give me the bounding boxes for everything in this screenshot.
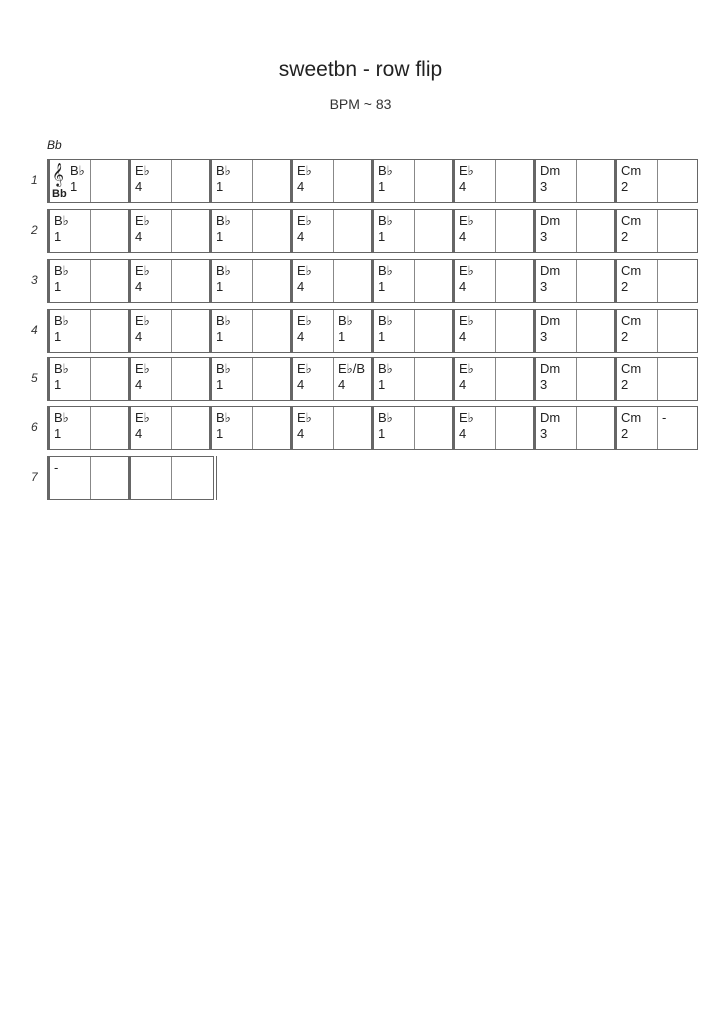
beat-cell <box>253 407 293 449</box>
scale-degree: 1 <box>216 179 224 194</box>
measure-grid <box>47 357 698 401</box>
chord-symbol: B♭ <box>54 263 69 278</box>
scale-degree: 4 <box>459 426 467 441</box>
beat-cell <box>617 310 658 352</box>
beat-cell <box>496 407 536 449</box>
chord-symbol: Dm <box>540 163 561 178</box>
beat-cell <box>172 407 212 449</box>
chord-symbol: B♭ <box>54 361 69 376</box>
chord-symbol: B♭ <box>338 313 353 328</box>
beat-cell <box>415 160 455 202</box>
beat-cell <box>131 310 172 352</box>
chord-symbol: B♭ <box>378 361 393 376</box>
beat-cell <box>536 260 577 302</box>
scale-degree: 1 <box>54 229 62 244</box>
beat-cell <box>293 160 334 202</box>
beat-cell <box>91 210 131 252</box>
beat-cell <box>455 310 496 352</box>
beat-cell <box>131 358 172 400</box>
scale-degree: 1 <box>216 229 224 244</box>
scale-degree: 1 <box>216 279 224 294</box>
scale-degree: 1 <box>378 229 386 244</box>
beat-cell <box>334 310 374 352</box>
scale-degree: 2 <box>621 179 629 194</box>
scale-degree: 4 <box>459 179 467 194</box>
chord-symbol: - <box>662 410 667 425</box>
beat-cell <box>131 210 172 252</box>
chord-symbol: B♭ <box>378 263 393 278</box>
chord-symbol: B♭ <box>216 213 231 228</box>
beat-cell <box>658 407 697 449</box>
scale-degree: 4 <box>297 426 305 441</box>
scale-degree: 3 <box>540 279 548 294</box>
beat-cell <box>374 260 415 302</box>
scale-degree: 3 <box>540 329 548 344</box>
beat-cell <box>374 160 415 202</box>
beat-cell <box>334 210 374 252</box>
scale-degree: 1 <box>338 329 346 344</box>
scale-degree: 3 <box>540 179 548 194</box>
beat-cell <box>496 358 536 400</box>
beat-cell <box>91 358 131 400</box>
chord-symbol: E♭/B <box>338 361 366 376</box>
beat-cell <box>91 457 131 499</box>
beat-cell <box>334 260 374 302</box>
chord-row <box>0 309 721 353</box>
beat-cell <box>50 310 91 352</box>
scale-degree: 1 <box>216 426 224 441</box>
scale-degree: 1 <box>378 329 386 344</box>
beat-cell <box>536 310 577 352</box>
chord-symbol: E♭ <box>135 163 150 178</box>
beat-cell <box>496 160 536 202</box>
beat-cell <box>253 260 293 302</box>
beat-cell <box>50 260 91 302</box>
beat-cell <box>131 260 172 302</box>
chord-symbol: B♭ <box>216 410 231 425</box>
scale-degree: 4 <box>135 229 143 244</box>
row-number: 5 <box>31 371 38 385</box>
beat-cell <box>455 407 496 449</box>
chord-symbol: B♭ <box>216 361 231 376</box>
chord-symbol: E♭ <box>135 213 150 228</box>
scale-degree: 2 <box>621 377 629 392</box>
beat-cell <box>131 457 172 499</box>
beat-cell <box>577 310 617 352</box>
beat-cell <box>253 310 293 352</box>
beat-cell <box>50 407 91 449</box>
measure-grid <box>47 456 213 500</box>
scale-degree: 4 <box>459 229 467 244</box>
scale-degree: 4 <box>297 329 305 344</box>
chord-symbol: E♭ <box>459 263 474 278</box>
scale-degree: 3 <box>540 229 548 244</box>
beat-cell <box>374 310 415 352</box>
chord-symbol: - <box>54 460 59 475</box>
beat-cell <box>415 310 455 352</box>
scale-degree: 4 <box>297 377 305 392</box>
beat-cell <box>617 210 658 252</box>
scale-degree: 4 <box>297 279 305 294</box>
beat-cell <box>334 160 374 202</box>
beat-cell <box>415 260 455 302</box>
beat-cell <box>293 358 334 400</box>
scale-degree: 1 <box>378 377 386 392</box>
chord-symbol: B♭ <box>54 410 69 425</box>
beat-cell <box>50 457 91 499</box>
beat-cell <box>496 260 536 302</box>
scale-degree: 4 <box>459 377 467 392</box>
chord-symbol: Dm <box>540 213 561 228</box>
beat-cell <box>253 358 293 400</box>
beat-cell <box>91 160 131 202</box>
beat-cell <box>415 407 455 449</box>
beat-cell <box>617 260 658 302</box>
scale-degree: 1 <box>216 377 224 392</box>
chord-symbol: Dm <box>540 361 561 376</box>
beat-cell <box>91 407 131 449</box>
beat-cell <box>212 160 253 202</box>
row-number: 6 <box>31 420 38 434</box>
beat-cell <box>415 210 455 252</box>
scale-degree: 2 <box>621 229 629 244</box>
chord-symbol: Cm <box>621 263 642 278</box>
page-title: sweetbn - row flip <box>278 58 443 81</box>
beat-cell <box>455 210 496 252</box>
clef-key-signature: Bb <box>52 188 67 200</box>
chord-symbol: E♭ <box>297 313 312 328</box>
row-number: 1 <box>31 173 38 187</box>
svg-text:𝄞: 𝄞 <box>52 162 64 186</box>
chord-row <box>0 357 721 401</box>
beat-cell <box>455 260 496 302</box>
beat-cell <box>496 310 536 352</box>
beat-cell <box>91 310 131 352</box>
beat-cell <box>536 160 577 202</box>
scale-degree: 1 <box>216 329 224 344</box>
scale-degree: 2 <box>621 329 629 344</box>
beat-cell <box>536 407 577 449</box>
chord-symbol: E♭ <box>459 313 474 328</box>
beat-cell <box>617 407 658 449</box>
row-number: 4 <box>31 323 38 337</box>
chord-symbol: E♭ <box>135 263 150 278</box>
scale-degree: 4 <box>135 279 143 294</box>
beat-cell <box>658 160 697 202</box>
beat-cell <box>293 210 334 252</box>
chord-symbol: B♭ <box>378 213 393 228</box>
beat-cell <box>131 160 172 202</box>
scale-degree: 1 <box>54 426 62 441</box>
beat-cell <box>617 358 658 400</box>
chord-row <box>0 406 721 450</box>
chord-symbol: Cm <box>621 410 642 425</box>
beat-cell <box>212 358 253 400</box>
chord-row <box>0 159 721 203</box>
chord-symbol: E♭ <box>297 163 312 178</box>
beat-cell <box>658 210 697 252</box>
beat-cell <box>577 358 617 400</box>
beat-cell <box>658 310 697 352</box>
beat-cell <box>172 457 212 499</box>
scale-degree: 3 <box>540 377 548 392</box>
beat-cell <box>50 210 91 252</box>
scale-degree: 4 <box>459 329 467 344</box>
key-label: Bb <box>47 138 62 152</box>
beat-cell <box>131 407 172 449</box>
beat-cell <box>293 260 334 302</box>
scale-degree: 1 <box>54 377 62 392</box>
beat-cell <box>374 358 415 400</box>
chord-symbol: Cm <box>621 163 642 178</box>
scale-degree: 1 <box>378 279 386 294</box>
row-number: 2 <box>31 223 38 237</box>
beat-cell <box>91 260 131 302</box>
chord-symbol: B♭ <box>378 163 393 178</box>
measure-grid <box>47 209 698 253</box>
beat-cell <box>415 358 455 400</box>
scale-degree: 4 <box>135 377 143 392</box>
beat-cell <box>617 160 658 202</box>
chord-symbol: Dm <box>540 313 561 328</box>
chord-symbol: E♭ <box>135 361 150 376</box>
beat-cell <box>577 407 617 449</box>
scale-degree: 1 <box>54 329 62 344</box>
bpm-subtitle: BPM ~ 83 <box>329 96 392 112</box>
beat-cell <box>577 260 617 302</box>
chord-symbol: E♭ <box>297 213 312 228</box>
beat-cell <box>455 358 496 400</box>
scale-degree: 1 <box>70 179 78 194</box>
beat-cell <box>496 210 536 252</box>
chord-symbol: E♭ <box>297 263 312 278</box>
scale-degree: 4 <box>135 426 143 441</box>
beat-cell <box>536 210 577 252</box>
chord-symbol: Cm <box>621 361 642 376</box>
chord-symbol: B♭ <box>378 410 393 425</box>
chord-symbol: E♭ <box>135 410 150 425</box>
beat-cell <box>253 160 293 202</box>
beat-cell <box>172 260 212 302</box>
scale-degree: 4 <box>338 377 346 392</box>
scale-degree: 2 <box>621 279 629 294</box>
beat-cell <box>212 260 253 302</box>
scale-degree: 2 <box>621 426 629 441</box>
chord-symbol: B♭ <box>54 313 69 328</box>
beat-cell <box>172 160 212 202</box>
measure-grid <box>47 159 698 203</box>
chord-symbol: Dm <box>540 263 561 278</box>
chord-symbol: Cm <box>621 213 642 228</box>
chord-row <box>0 259 721 303</box>
chord-symbol: E♭ <box>297 410 312 425</box>
scale-degree: 1 <box>378 426 386 441</box>
chord-symbol: E♭ <box>459 213 474 228</box>
scale-degree: 4 <box>297 179 305 194</box>
beat-cell <box>172 358 212 400</box>
beat-cell <box>172 310 212 352</box>
row-number: 3 <box>31 273 38 287</box>
beat-cell <box>658 358 697 400</box>
scale-degree: 4 <box>135 179 143 194</box>
scale-degree: 4 <box>459 279 467 294</box>
measure-grid <box>47 259 698 303</box>
chord-row <box>0 209 721 253</box>
beat-cell <box>50 358 91 400</box>
beat-cell <box>334 358 374 400</box>
measure-grid <box>47 406 698 450</box>
measure-grid <box>47 309 698 353</box>
chord-symbol: E♭ <box>135 313 150 328</box>
row-number: 7 <box>31 470 38 484</box>
beat-cell <box>293 407 334 449</box>
beat-cell <box>253 210 293 252</box>
chord-symbol: B♭ <box>378 313 393 328</box>
beat-cell <box>536 358 577 400</box>
scale-degree: 3 <box>540 426 548 441</box>
chord-symbol: B♭ <box>70 163 85 178</box>
chord-symbol: B♭ <box>54 213 69 228</box>
scale-degree: 4 <box>297 229 305 244</box>
beat-cell <box>374 407 415 449</box>
beat-cell <box>577 210 617 252</box>
chord-symbol: B♭ <box>216 313 231 328</box>
scale-degree: 1 <box>54 279 62 294</box>
scale-degree: 4 <box>135 329 143 344</box>
chord-symbol: E♭ <box>459 410 474 425</box>
beat-cell <box>577 160 617 202</box>
beat-cell <box>658 260 697 302</box>
chord-symbol: E♭ <box>459 163 474 178</box>
chord-symbol: E♭ <box>459 361 474 376</box>
beat-cell <box>212 407 253 449</box>
scale-degree: 1 <box>378 179 386 194</box>
beat-cell <box>293 310 334 352</box>
beat-cell <box>334 407 374 449</box>
beat-cell <box>455 160 496 202</box>
chord-symbol: B♭ <box>216 263 231 278</box>
chord-symbol: E♭ <box>297 361 312 376</box>
chord-symbol: B♭ <box>216 163 231 178</box>
beat-cell <box>212 310 253 352</box>
chord-symbol: Dm <box>540 410 561 425</box>
beat-cell <box>212 210 253 252</box>
beat-cell <box>172 210 212 252</box>
chord-symbol: Cm <box>621 313 642 328</box>
chord-row <box>0 456 721 500</box>
beat-cell <box>374 210 415 252</box>
